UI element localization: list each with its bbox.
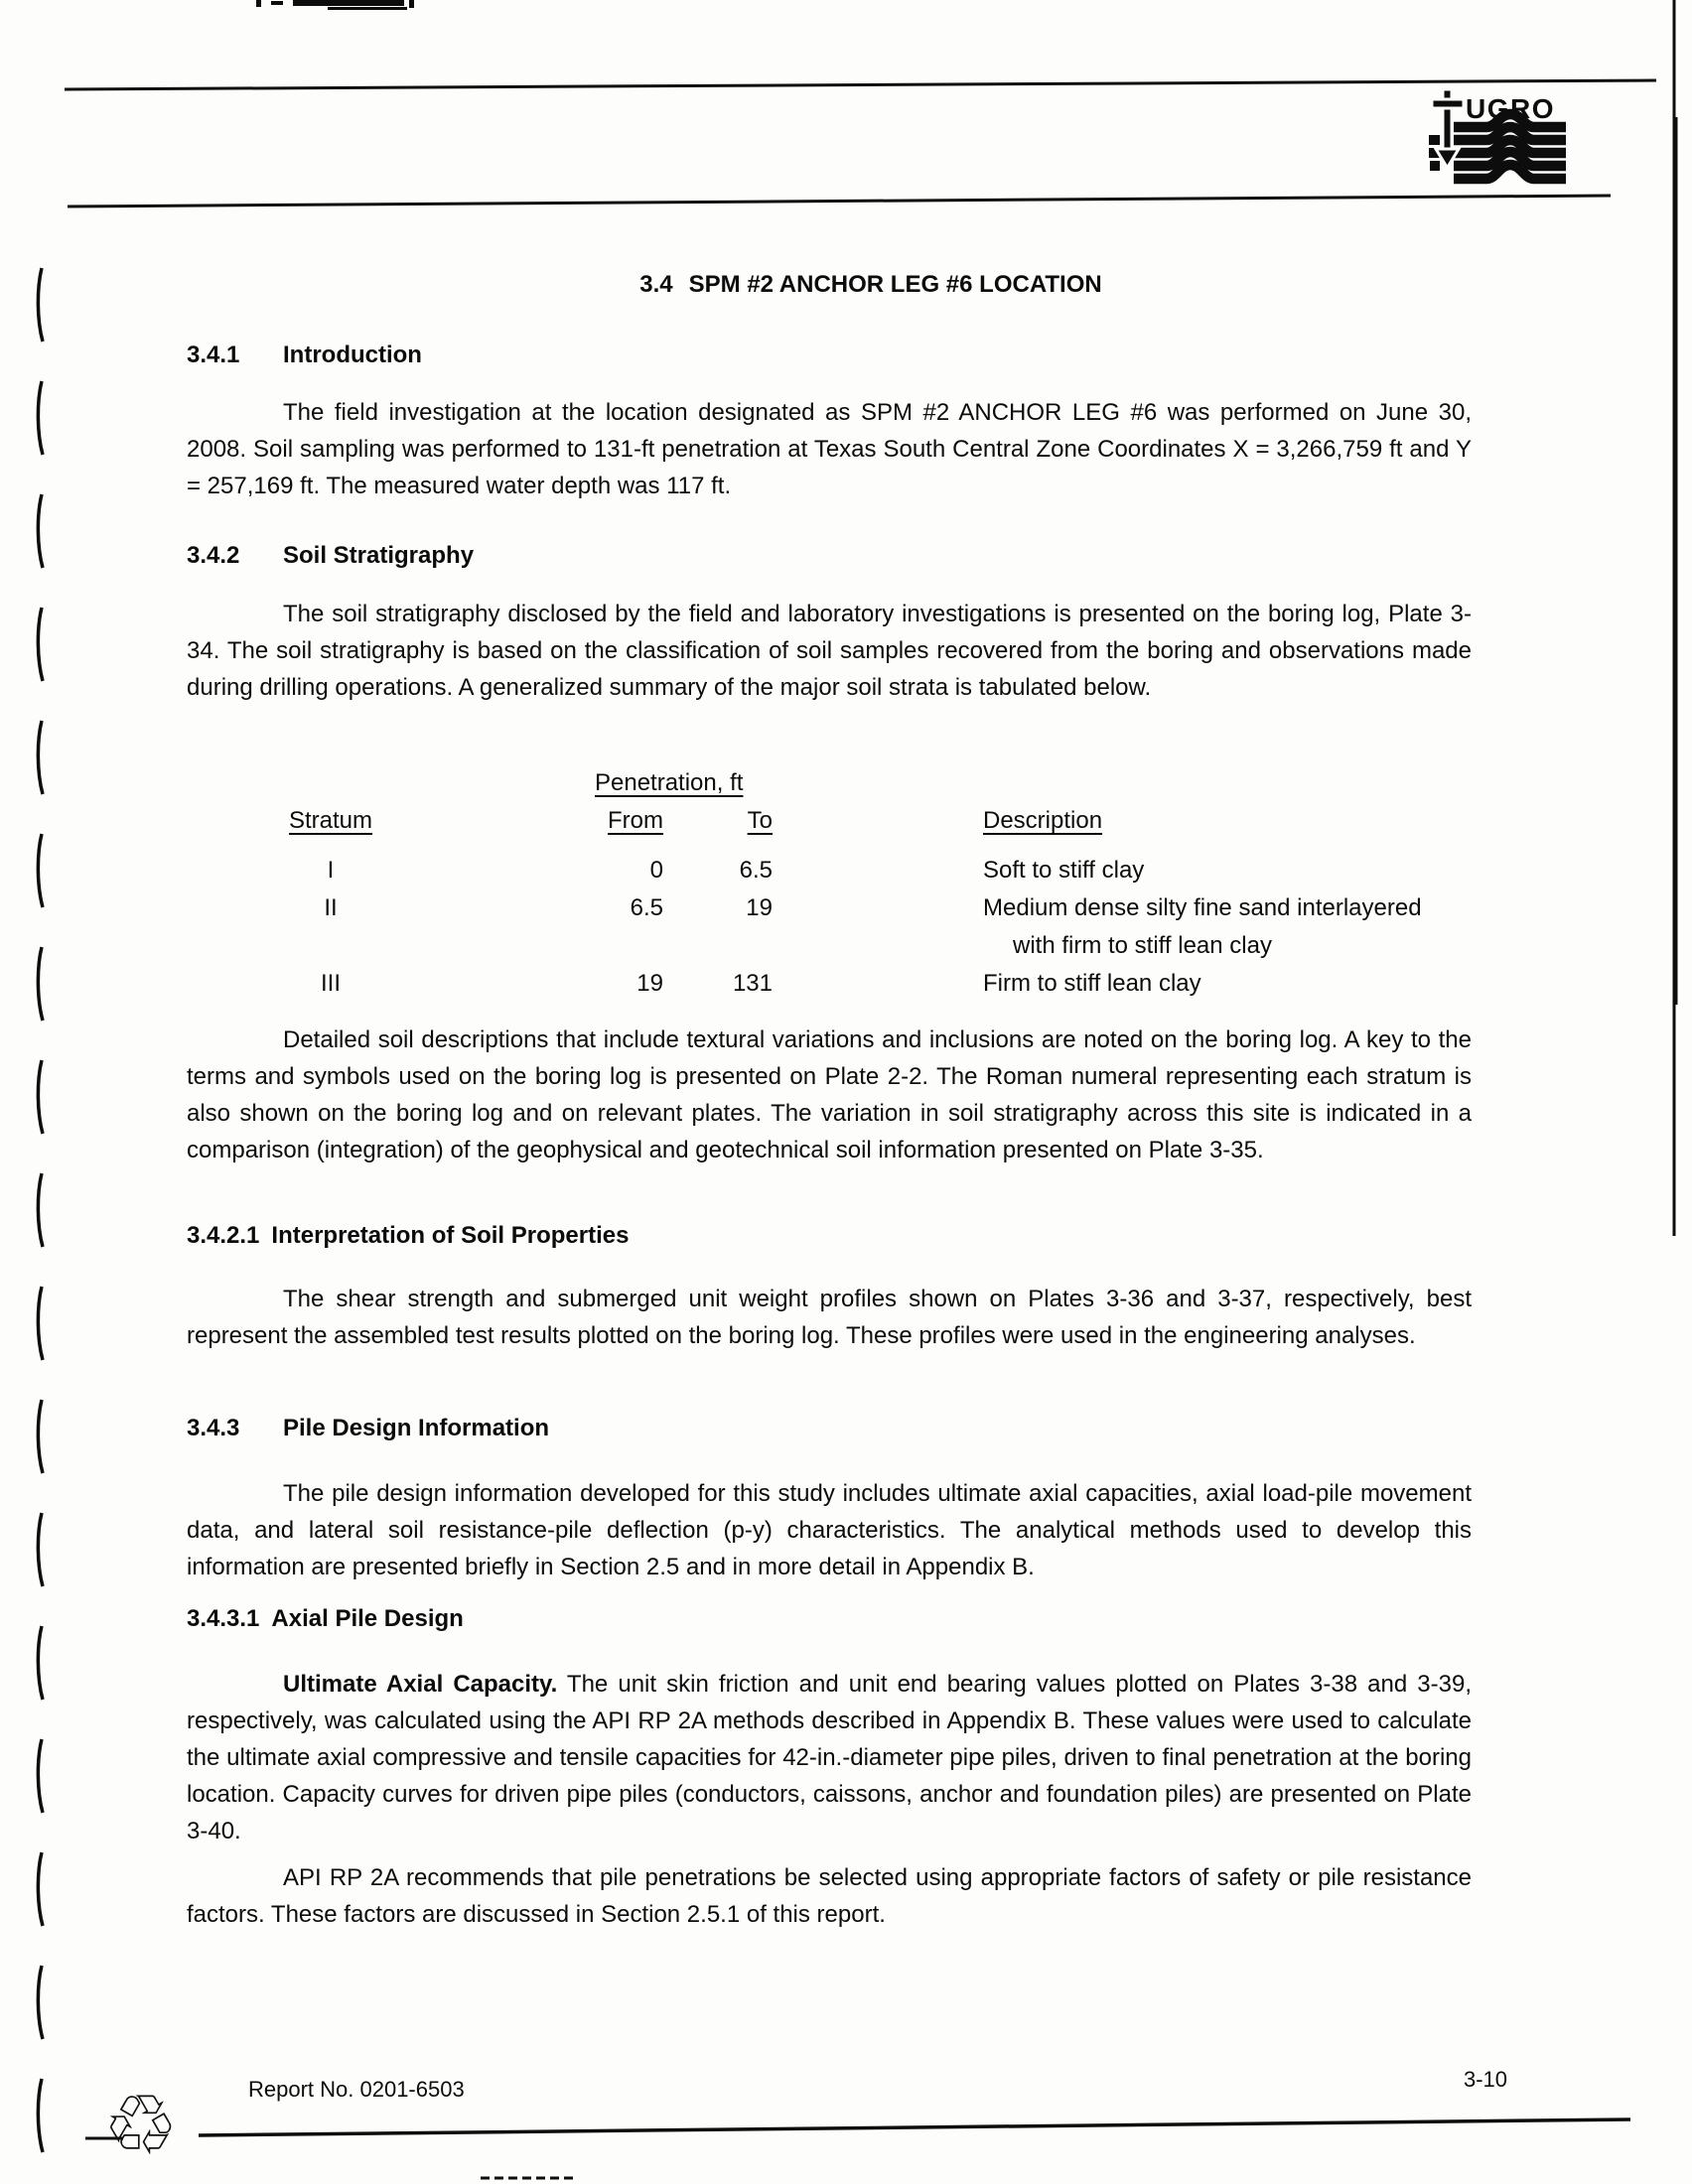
- paragraph-axial-1: Ultimate Axial Capacity. The unit skin friction and unit end bearing values plotted on Plates 3-38 and 3-39, respectively, was calculated using the API RP 2A methods described in Appendix B. These values were used to calculate the ultimate axial compressive and tensile capacities for 42-in.-diameter pipe piles, driven to final penetration at the boring location. Capacity curves for driven pipe piles (conductors, caissons, anchor and foundation piles) are presented on Plate 3-40.: [187, 1671, 1472, 1844]
- recycle-icon: ♲: [103, 2077, 179, 2174]
- heading-label: Soil Stratigraphy: [283, 542, 475, 569]
- cell-from: 6.5: [630, 894, 663, 921]
- section-number: 3.4: [639, 271, 673, 298]
- top-edge-marks: [256, 0, 414, 10]
- section-title-text: SPM #2 ANCHOR LEG #6 LOCATION: [688, 271, 1102, 298]
- heading-label: Interpretation of Soil Properties: [271, 1222, 630, 1249]
- cell-to: 6.5: [739, 857, 773, 884]
- logo-letters: UGRO: [1466, 93, 1555, 124]
- heading-number: 3.4.3.1: [187, 1605, 260, 1632]
- cell-to: 131: [732, 970, 773, 997]
- paragraph-introduction: The field investigation at the location designated as SPM #2 ANCHOR LEG #6 was performed on June 30, 2008. Soil sampling was performed to 131-ft penetration at Texas South Central Zone Coordinates X = 3,266,759 ft and Y = 257,169 ft. The measured water depth was 117 ft.: [187, 399, 1472, 499]
- heading-label: Pile Design Information: [283, 1415, 550, 1441]
- left-margin-marks: [38, 268, 43, 2152]
- cell-stratum: II: [324, 894, 338, 921]
- heading-number: 3.4.3: [187, 1415, 240, 1441]
- table-row: [187, 852, 1472, 889]
- cell-stratum: III: [320, 970, 341, 997]
- col-header-to: To: [747, 807, 773, 834]
- paragraph-pile-design: The pile design information developed for this study includes ultimate axial capacities, axial load-pile movement data, and lateral soil resistance-pile deflection (p-y) characteristics. The analytical methods used to develop this information are presented briefly in Section 2.5 and in more detail in Appendix B.: [187, 1480, 1472, 1580]
- table-row: [187, 965, 1472, 1003]
- paragraph-stratigraphy-2: Detailed soil descriptions that include textural variations and inclusions are noted on the boring log. A key to the terms and symbols used on the boring log is presented on Plate 2-2. The Roman numeral representing each stratum is also shown on the boring log and on relevant plates. The variation in soil stratigraphy across this site is indicated in a comparison (integration) of the geophysical and geotechnical soil information presented on Plate 3-35.: [187, 1026, 1472, 1163]
- col-header-stratum: Stratum: [288, 807, 373, 834]
- page-title: [271, 271, 1471, 299]
- table-penetration-header: Penetration, ft: [595, 769, 744, 796]
- footer-report-number: Report No. 0201-6503: [248, 2077, 465, 2102]
- heading-axial-pile-design: [187, 1604, 464, 1634]
- footer-page-number: 3-10: [1464, 2067, 1508, 2092]
- table-header-row: [187, 802, 1472, 840]
- cell-description: Soft to stiff clay: [983, 857, 1145, 884]
- table-row: [187, 889, 1472, 965]
- footer-rule: [85, 2119, 1630, 2138]
- heading-pile-design: [187, 1414, 549, 1443]
- cell-to: 19: [746, 894, 773, 921]
- heading-number: 3.4.2: [187, 542, 240, 569]
- heading-number: 3.4.2.1: [187, 1222, 260, 1249]
- paragraph-lead: Ultimate Axial Capacity.: [283, 1671, 558, 1698]
- col-header-description: Description: [983, 807, 1103, 834]
- heading-number: 3.4.1: [187, 341, 240, 368]
- heading-interpretation: [187, 1221, 629, 1251]
- paragraph-interpretation: The shear strength and submerged unit weight profiles shown on Plates 3-36 and 3-37, respectively, best represent the assembled test results plotted on the boring log. These profiles were used in the engineering analyses.: [187, 1286, 1472, 1349]
- strata-table: [187, 764, 1472, 1003]
- paragraph-axial-2: API RP 2A recommends that pile penetrations be selected using appropriate factors of safety or pile resistance factors. These factors are discussed in Section 2.5.1 of this report.: [187, 1864, 1472, 1928]
- cell-from: 0: [649, 857, 663, 884]
- header-rule-top: [65, 80, 1656, 89]
- fugro-logo: [1427, 87, 1574, 189]
- cell-from: 19: [636, 970, 663, 997]
- cell-description: Firm to stiff lean clay: [983, 970, 1201, 997]
- col-header-from: From: [608, 807, 663, 834]
- paragraph-stratigraphy-1: The soil stratigraphy disclosed by the field and laboratory investigations is presented on the boring log, Plate 3-34. The soil stratigraphy is based on the classification of soil samples recovered from the boring and observations made during drilling operations. A generalized summary of the major soil strata is tabulated below.: [187, 601, 1472, 701]
- cell-stratum: I: [327, 857, 335, 884]
- right-edge-line: [1674, 0, 1675, 1236]
- heading-soil-stratigraphy: [187, 541, 474, 571]
- cell-description: Medium dense silty fine sand interlayered with firm to stiff lean clay: [983, 894, 1422, 959]
- heading-label: Axial Pile Design: [271, 1605, 464, 1632]
- heading-introduction: [187, 341, 422, 370]
- heading-label: Introduction: [283, 341, 422, 368]
- header-rule-bottom: [68, 196, 1611, 206]
